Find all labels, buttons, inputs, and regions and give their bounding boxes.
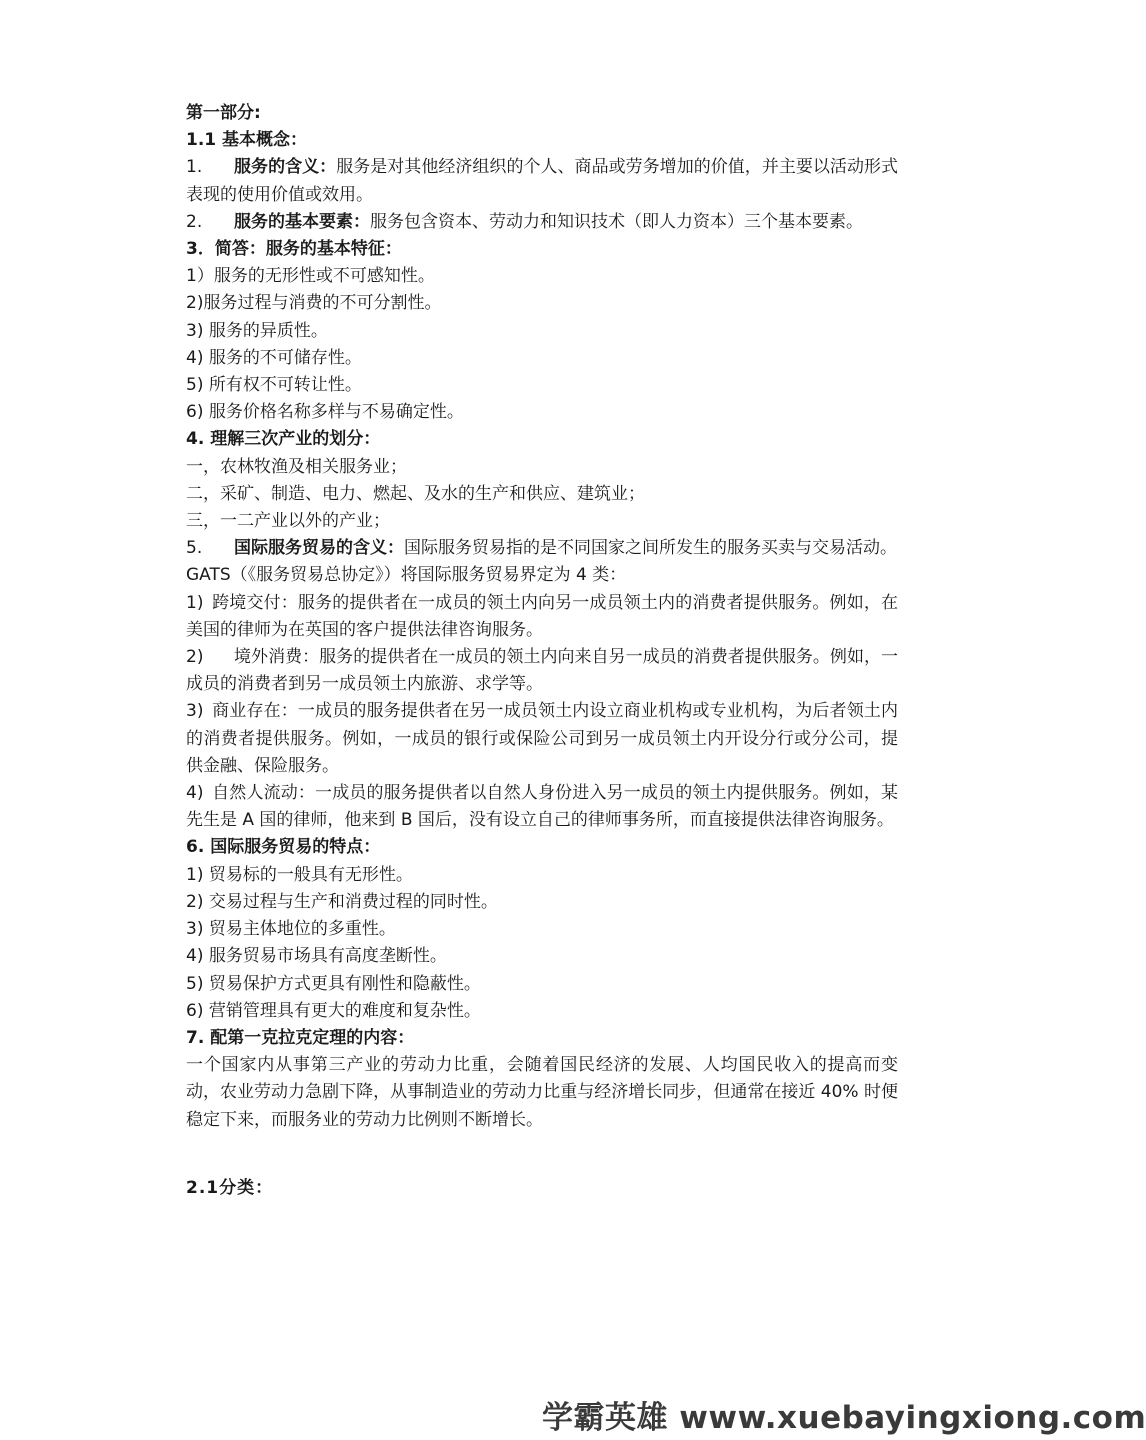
document-page	[186, 100, 898, 1202]
definition-number: 1.	[186, 157, 203, 178]
mode-item	[186, 780, 898, 834]
question-7-heading: 7. 配第一克拉克定理的内容：	[186, 1027, 415, 1048]
definition-number: 2.	[186, 211, 203, 232]
definition-international-service-trade	[186, 535, 898, 562]
definition-text: 服务包含资本、劳动力和知识技术（即人力资本）三个基本要素。	[370, 211, 863, 232]
list-item: 1) 贸易标的一般具有无形性。	[186, 864, 413, 885]
definition-term: 国际服务贸易的含义：	[234, 538, 404, 559]
list-item: 4) 服务的不可储存性。	[186, 347, 362, 368]
definition-service	[186, 154, 898, 208]
mode-text: 境外消费：服务的提供者在一成员的领土内向来自另一成员的消费者提供服务。例如，一成员的消费者到另一成员领土内旅游、求学等。	[186, 647, 898, 695]
mode-text: 自然人流动：一成员的服务提供者以自然人身份进入另一成员的领土内提供服务。例如，某先生是 A 国的律师，他来到 B 国后，没有设立自己的律师事务所，而直接提供法律咨询服务。	[186, 783, 898, 831]
list-item: 1）服务的无形性或不可感知性。	[186, 266, 435, 287]
list-item: 2)服务过程与消费的不可分割性。	[186, 293, 442, 314]
list-item: 3) 贸易主体地位的多重性。	[186, 919, 396, 940]
gats-intro: GATS（《服务贸易总协定》）将国际服务贸易界定为 4 类：	[186, 565, 627, 586]
list-item: 4) 服务贸易市场具有高度垄断性。	[186, 946, 447, 967]
question-4-heading: 4. 理解三次产业的划分：	[186, 429, 381, 450]
list-item: 一，农林牧渔及相关服务业；	[186, 456, 407, 477]
list-item: 6) 营销管理具有更大的难度和复杂性。	[186, 1000, 481, 1021]
mode-item	[186, 590, 898, 644]
definition-term: 服务的基本要素：	[234, 211, 370, 232]
watermark-text: 学霸英雄 www.xuebayingxiong.com	[542, 1400, 1146, 1436]
question-3-heading: 3．简答：服务的基本特征：	[186, 239, 402, 260]
mode-text: 商业存在：一成员的服务提供者在另一成员领土内设立商业机构或专业机构，为后者领土内的消费者提供服务。例如，一成员的银行或保险公司到另一成员领土内开设分行或分公司，提供金融、保险服务。	[186, 701, 898, 776]
blank-line	[186, 1134, 898, 1161]
list-item: 6) 服务价格名称多样与不易确定性。	[186, 402, 464, 423]
list-item: 5) 贸易保护方式更具有刚性和隐蔽性。	[186, 973, 481, 994]
mode-number: 2)	[186, 647, 204, 668]
definition-text: 服务是对其他经济组织的个人、商品或劳务增加的价值，并主要以活动形式表现的使用价值或效用。	[186, 157, 899, 205]
section-2-1-heading: 2.1分类：	[186, 1177, 274, 1198]
part-title: 第一部分:	[186, 103, 261, 123]
list-item: 三，一二产业以外的产业；	[186, 511, 390, 532]
section-1-1-heading: 1.1 基本概念：	[186, 130, 308, 151]
list-item: 3) 服务的异质性。	[186, 320, 328, 341]
question-6-heading: 6. 国际服务贸易的特点：	[186, 837, 381, 858]
definition-text: 国际服务贸易指的是不同国家之间所发生的服务买卖与交易活动。	[404, 538, 897, 559]
mode-item	[186, 644, 898, 698]
mode-text: 跨境交付：服务的提供者在一成员的领土内向另一成员领土内的消费者提供服务。例如，在美国的律师为在英国的客户提供法律咨询服务。	[186, 592, 898, 640]
mode-number: 3)	[186, 701, 204, 722]
definition-service-elements	[186, 209, 898, 236]
list-item: 5) 所有权不可转让性。	[186, 375, 362, 396]
mode-number: 1)	[186, 592, 204, 613]
definition-number: 5.	[186, 538, 203, 559]
list-item: 二，采矿、制造、电力、燃起、及水的生产和供应、建筑业；	[186, 483, 645, 504]
mode-number: 4)	[186, 783, 204, 804]
definition-term: 服务的含义：	[234, 157, 337, 178]
list-item: 2) 交易过程与生产和消费过程的同时性。	[186, 891, 498, 912]
mode-item	[186, 698, 898, 780]
question-7-text: 一个国家内从事第三产业的劳动力比重，会随着国民经济的发展、人均国民收入的提高而变动，农业劳动力急剧下降，从事制造业的劳动力比重与经济增长同步，但通常在接近 40% 时便稳定下来，而服务业的劳动力比例则不断增长。	[186, 1055, 898, 1130]
